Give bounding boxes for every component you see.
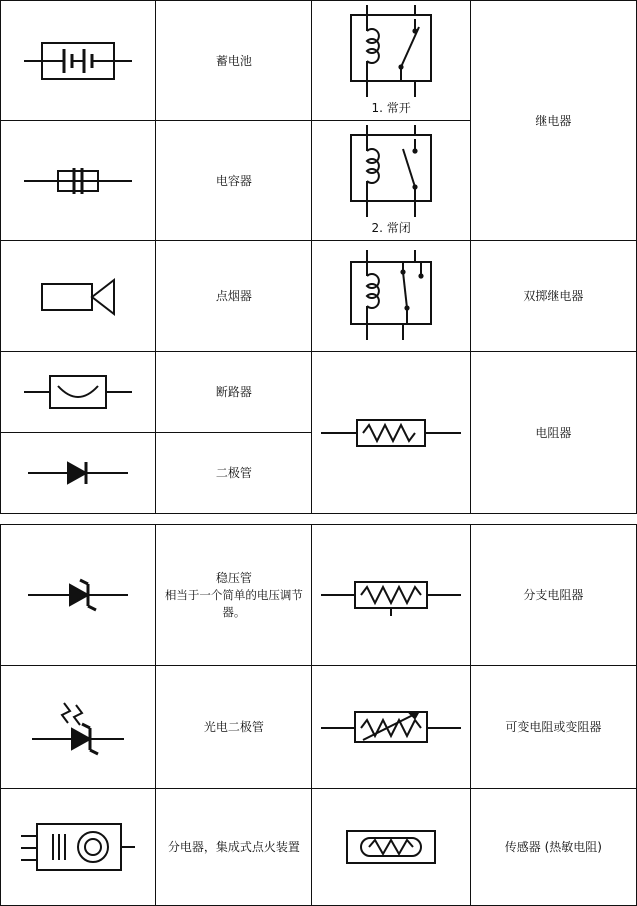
label-text: 分支电阻器: [523, 588, 584, 602]
cell-label-battery: [156, 1, 312, 121]
double-throw-relay-symbol: [312, 248, 469, 344]
label-text: 继电器: [535, 113, 572, 128]
variable-resistor-symbol: [312, 698, 469, 756]
cigarette-lighter-symbol: [1, 241, 155, 351]
label-text: 光电二极管: [203, 720, 264, 734]
cell-label-thermistor: [470, 789, 636, 906]
circuit-breaker-symbol: [1, 352, 155, 432]
cell-label-resistor: [470, 352, 636, 514]
cell-symbol-capacitor: [1, 121, 156, 241]
relay-no-caption: 1. 常开: [371, 101, 411, 115]
cell-label-zener: [156, 525, 312, 666]
cell-label-tapped-resistor: [470, 525, 636, 666]
table-row: [1, 352, 637, 433]
cell-label-breaker: [156, 352, 312, 433]
cell-label-lighter: [156, 241, 312, 352]
cell-symbol-battery: [1, 1, 156, 121]
cell-label-double-throw: [470, 241, 636, 352]
label-text: 电容器: [215, 173, 252, 188]
thermistor-sensor-symbol: [312, 821, 469, 873]
cell-label-variable-resistor: [470, 666, 636, 789]
photodiode-symbol: [1, 666, 155, 788]
distributor-symbol: [1, 789, 155, 905]
label-text: 分电器，集成式点火装置: [167, 840, 300, 854]
cell-label-distributor: [156, 789, 312, 906]
label-text: 点烟器: [215, 289, 252, 303]
cell-symbol-double-throw: [312, 241, 470, 352]
diode-symbol: [1, 433, 155, 513]
table-row: [1, 666, 637, 789]
zener-description: 相当于一个简单的电压调节器。: [164, 587, 303, 619]
symbol-table-bottom: [0, 524, 637, 906]
table-row: [1, 525, 637, 666]
cell-symbol-zener: [1, 525, 156, 666]
cell-symbol-photodiode: [1, 666, 156, 789]
cell-symbol-relay-nc: [312, 121, 470, 241]
cell-symbol-variable-resistor: [312, 666, 470, 789]
resistor-symbol: [312, 408, 469, 458]
label-text: 蓄电池: [215, 53, 252, 68]
relay-normally-open-symbol: [314, 5, 467, 101]
cell-symbol-distributor: [1, 789, 156, 906]
relay-normally-closed-symbol: [314, 125, 467, 221]
cell-label-capacitor: [156, 121, 312, 241]
battery-symbol: [1, 1, 155, 120]
label-text: 电阻器: [535, 425, 572, 440]
table-row: [1, 789, 637, 906]
cell-symbol-breaker: [1, 352, 156, 433]
relay-nc-caption: 2. 常闭: [371, 221, 411, 235]
zener-diode-symbol: [1, 525, 155, 665]
cell-symbol-thermistor: [312, 789, 470, 906]
label-text: 传感器 (热敏电阻): [504, 840, 602, 854]
table-gap: [0, 514, 637, 524]
zener-title: 稳压管: [215, 570, 252, 585]
cell-label-photodiode: [156, 666, 312, 789]
cell-symbol-resistor: [312, 352, 470, 514]
table-row: [1, 1, 637, 121]
label-text: 断路器: [215, 385, 252, 399]
tapped-resistor-symbol: [312, 570, 469, 620]
cell-symbol-lighter: [1, 241, 156, 352]
cell-symbol-diode: [1, 433, 156, 514]
cell-label-relay: [470, 1, 636, 241]
capacitor-symbol: [1, 121, 155, 240]
label-text: 双掷继电器: [523, 289, 584, 303]
cell-label-diode: [156, 433, 312, 514]
cell-symbol-relay-no: [312, 1, 470, 121]
label-text: 二极管: [215, 466, 252, 480]
label-text: [156, 565, 311, 626]
table-row: [1, 241, 637, 352]
cell-symbol-tapped-resistor: [312, 525, 470, 666]
label-text: 可变电阻或变阻器: [505, 720, 602, 734]
